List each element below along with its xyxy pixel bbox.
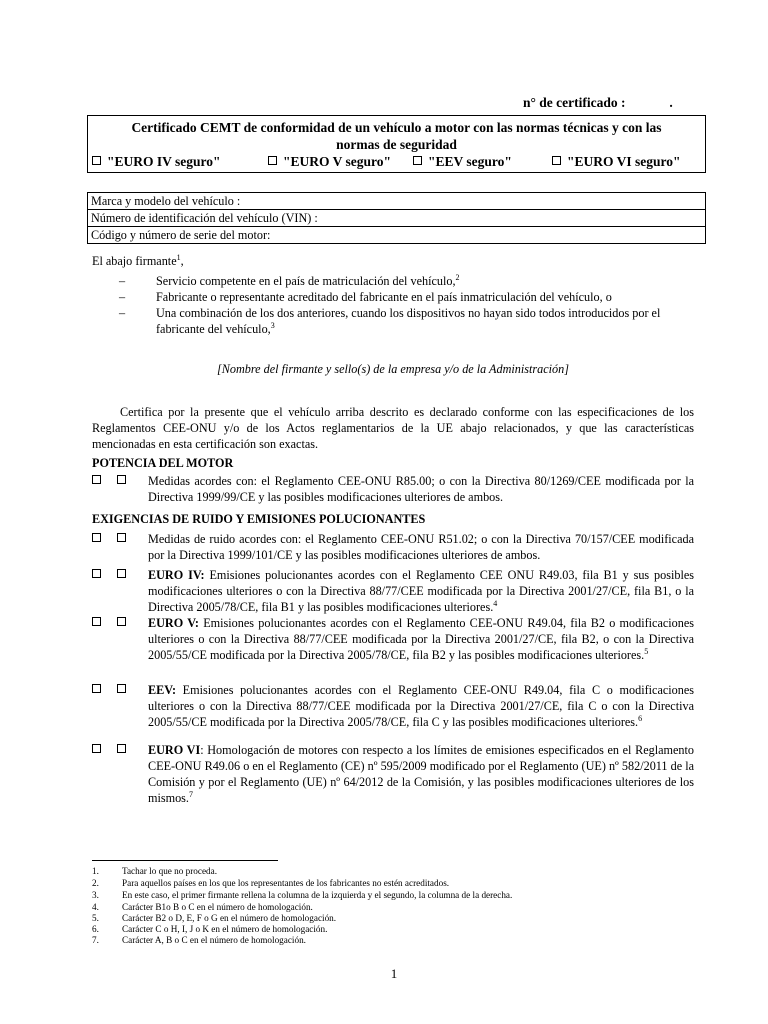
checkbox-pair [92,568,142,584]
vehicle-info-table [87,192,706,244]
footnote-ref: 4 [493,598,498,608]
checkbox-icon[interactable] [552,156,561,165]
section-heading-noise: EXIGENCIAS DE RUIDO Y EMISIONES POLUCIONANTES [92,512,426,526]
list-dash: – [119,290,126,304]
checkbox-icon[interactable] [117,533,126,542]
footnote-number: 3. [92,890,99,900]
euro-vi-text [148,743,694,806]
checkbox-pair [92,474,142,490]
noise-text: Medidas de ruido acordes con: el Reglamento CEE-ONU R51.02; o con la Directiva 70/157/CEE modificada por la Directiva 1999/101/CE y las posibles modificaciones ulteriores de ambos. [148,532,694,562]
option-euro-vi[interactable] [552,153,681,171]
footnote-ref: 1 [176,252,181,262]
footnote-text: Carácter A, B o C en el número de homologación. [122,935,306,945]
option-euro-v[interactable] [268,153,391,171]
euro-v-body: Emisiones polucionantes acordes con el Reglamento CEE-ONU R49.04, fila B2 o modificaciones ulteriores o con la Directiva 88/77/CEE modificada por la Directiva 2001/27/CE, fila B2, o con la Directiva 2005/55/CE modificada por la Directiva 2005/78/CE, fila B2 y las posibles modificaciones ulteriores. [148,616,695,662]
signatory-intro-suffix: , [180,254,184,268]
footnote-ref: 7 [188,789,193,799]
checkbox-icon[interactable] [92,569,101,578]
footnote-text: Carácter B1o B o C en el número de homologación. [122,902,313,912]
footnote-text: Para aquellos países en los que los representantes de los fabricantes no estén acreditados. [122,878,450,888]
checkbox-icon[interactable] [117,569,126,578]
title-line-1: Certificado CEMT de conformidad de un vehículo a motor con las normas técnicas y con las [131,120,662,135]
list-item [156,306,696,338]
page-number: 1 [390,966,398,981]
checkbox-pair [92,532,142,548]
standard-options [92,153,701,170]
checkbox-pair [92,683,142,699]
list-item-text: Una combinación de los dos anteriores, cuando los dispositivos no hayan sido todos introducidos por el fabricante del vehículo, [156,306,661,336]
checkbox-icon[interactable] [117,475,126,484]
option-eev[interactable] [413,153,512,171]
list-item-text: Servicio competente en el país de matriculación del vehículo, [156,274,456,288]
checkbox-pair [92,616,142,632]
certification-statement: Certifica por la presente que el vehículo arriba descrito es declarado conforme con las especificaciones de los Reglamentos CEE-ONU y/o de los Actos reglamentarios de la UE abajo relacionados, y que las características mencionadas en esta certificación son exactas. [92,405,694,451]
footnote-number: 2. [92,878,99,888]
checkbox-icon[interactable] [268,156,277,165]
euro-iv-text [148,568,694,616]
signatory-name-stamp: [Nombre del firmante y sello(s) de la empresa y/o de la Administración] [217,362,569,376]
footnote-separator [92,860,278,861]
footnote-text: En este caso, el primer firmante rellena la columna de la izquierda y el segundo, la columna de la derecha. [122,890,513,900]
euro-vi-body: : Homologación de motores con respecto a los límites de emisiones especificados en el Reglamento CEE-ONU R49.06 o en el Reglamento (CE) nº 595/2009 modificado por el Reglamento (UE) nº 582/2011 de la Comisión y por el Reglamento (UE) nº 64/2012 de la Comisión, y las posibles modificaciones ulteriores de los mismos. [148,743,694,805]
eev-label: EEV: [148,683,176,697]
checkbox-pair [92,743,142,759]
section-heading-power: POTENCIA DEL MOTOR [92,456,234,470]
title-box [87,115,706,173]
checkbox-icon[interactable] [92,475,101,484]
footnote-ref: 2 [455,272,460,282]
euro-v-text [148,616,694,664]
option-label: "EURO VI seguro" [567,154,681,169]
power-text: Medidas acordes con: el Reglamento CEE-ONU R85.00; o con la Directiva 80/1269/CEE modificada por la Directiva 1999/99/CE y las posibles modificaciones ulteriores de ambos. [148,474,694,504]
vehicle-make-model-field[interactable]: Marca y modelo del vehículo : [88,193,706,210]
signatory-intro [92,254,694,270]
euro-v-label: EURO V: [148,616,199,630]
euro-vi-label: EURO VI [148,743,201,757]
footnote-number: 4. [92,902,99,912]
footnote-number: 5. [92,913,99,923]
footnote-text: Carácter C o H, I, J o K en el número de homologación. [122,924,328,934]
checkbox-icon[interactable] [92,156,101,165]
footnote-ref: 6 [638,713,643,723]
eev-body: Emisiones polucionantes acordes con el Reglamento CEE-ONU R49.04, fila C o modificaciones ulteriores o con la Directiva 88/77/CEE modificada por la Directiva 2001/27/CE, fila C o con la Directiva 2005/55/CE modificada por la Directiva 2005/78/CE, fila C y las posibles modificaciones ulteriores. [148,683,694,729]
list-dash: – [119,306,126,320]
eev-text [148,683,694,731]
list-dash: – [119,274,126,288]
euro-iv-label: EURO IV: [148,568,205,582]
option-label: "EEV seguro" [428,154,512,169]
checkbox-icon[interactable] [117,617,126,626]
footnote-ref: 3 [270,320,275,330]
checkbox-icon[interactable] [92,617,101,626]
option-label: "EURO V seguro" [283,154,392,169]
vehicle-vin-field[interactable]: Número de identificación del vehículo (VIN) : [88,210,706,227]
title-line-2: normas de seguridad [336,137,457,153]
checkbox-icon[interactable] [92,744,101,753]
signatory-intro-text: El abajo firmante [92,254,177,268]
engine-serial-field[interactable]: Código y número de serie del motor: [88,227,706,244]
footnote-ref: 5 [644,646,649,656]
certificate-number: n° de certificado : . [523,95,673,110]
list-item [156,290,696,306]
checkbox-icon[interactable] [117,744,126,753]
footnote-number: 1. [92,866,99,876]
footnote-text: Tachar lo que no proceda. [122,866,218,876]
table-row [88,227,706,244]
footnote-number: 7. [92,935,99,945]
checkbox-icon[interactable] [413,156,422,165]
footnote-number: 6. [92,924,99,934]
checkbox-icon[interactable] [117,684,126,693]
certificate-number-label: n° de certificado : [523,95,626,110]
footnote-text: Carácter B2 o D, E, F o G en el número de homologación. [122,913,337,923]
checkbox-icon[interactable] [92,684,101,693]
table-row [88,193,706,210]
list-item-text: Fabricante o representante acreditado del fabricante en el país inmatriculación del vehículo, o [156,290,612,304]
document-title [88,119,705,154]
euro-iv-body: Emisiones polucionantes acordes con el Reglamento CEE ONU R49.03, fila B1 y sus posibles modificaciones ulteriores o con la Directiva 88/77/CEE modificada por la Directiva 2001/27/CE, fila B1, o la Directiva 2005/78/CE, fila B1 y las posibles modificaciones ulteriores. [148,568,695,614]
checkbox-icon[interactable] [92,533,101,542]
option-label: "EURO IV seguro" [107,154,221,169]
option-euro-iv[interactable] [92,153,221,171]
list-item [156,274,696,290]
table-row [88,210,706,227]
